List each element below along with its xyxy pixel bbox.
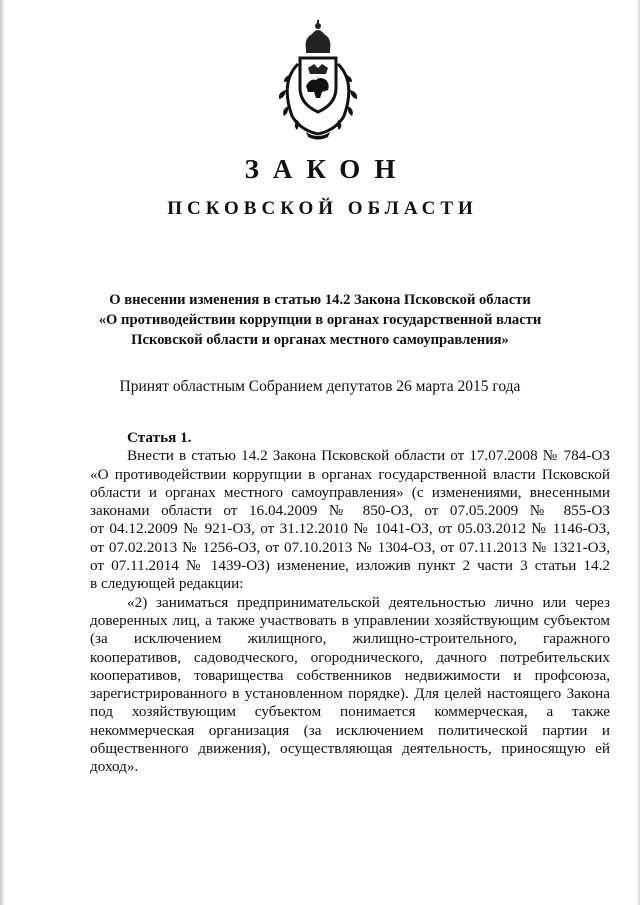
paragraph-line: Внести в статью 14.2 Закона Псковской области от 17.07.2008 № 784-ОЗ [127,447,610,465]
law-name-line: О внесении изменения в статью 14.2 Закона Псковской области [109,292,531,308]
paragraph-line: некоммерческая организация (за исключением политической партии и [90,721,610,739]
document-subtitle: ПСКОВСКОЙ ОБЛАСТИ [167,198,478,219]
paragraph-line: от 04.12.2009 № 921-ОЗ, от 31.12.2010 № 1041-ОЗ, от 05.03.2012 № 1146-ОЗ, [90,520,610,538]
paragraph-line: кооперативов, садоводческого, огороднического, дачного потребительских [90,648,610,666]
adoption-note: Принят областным Собранием депутатов 26 марта 2015 года [119,378,521,395]
paragraph-line: области и органах местного самоуправления» (с изменениями, внесенными [90,483,610,501]
law-name-line: Псковской области и органах местного самоуправления» [131,332,509,348]
document-body [90,429,610,777]
scan-edge [0,0,5,905]
paragraph-line: от 07.11.2014 № 1439-ОЗ) изменение, изложив пункт 2 части 3 статьи 14.2 [90,557,610,575]
paragraph-line: общественного движения), осуществляющая деятельность, приносящую ей [90,740,610,758]
paragraph-line: в следующей редакции: [90,575,244,593]
coat-of-arms-emblem [270,20,366,140]
paragraph-line: кооперативов, товарищества собственников недвижимости и профсоюза, [90,666,610,684]
scan-edge [636,0,640,905]
paragraph-line: доход». [90,758,139,776]
paragraph-line: от 07.02.2013 № 1256-ОЗ, от 07.10.2013 № 1304-ОЗ, от 07.11.2013 № 1321-ОЗ, [90,538,610,556]
paragraph-line: доверенных лиц, а также участвовать в управлении хозяйствующим субъектом [90,611,610,629]
article-heading: Статья 1. [127,429,192,446]
paragraph-line: зарегистрированного в установленном порядке). Для целей настоящего Закона [90,685,610,703]
paragraph-line: (за исключением жилищного, жилищно-строительного, гаражного [90,630,610,648]
paragraph-line: законами области от 16.04.2009 № 850-ОЗ, от 07.05.2009 № 855-ОЗ [90,502,610,520]
paragraph-line: под хозяйствующим субъектом понимается коммерческая, а также [90,703,610,721]
document-title: ЗАКОН [244,154,410,184]
law-name [80,290,560,350]
law-name-line: «О противодействии коррупции в органах государственной власти [98,312,542,328]
paragraph-line: «2) заниматься предпринимательской деятельностью лично или через [127,593,610,611]
paragraph-line: «О противодействии коррупции в органах государственной власти Псковской [90,465,610,483]
